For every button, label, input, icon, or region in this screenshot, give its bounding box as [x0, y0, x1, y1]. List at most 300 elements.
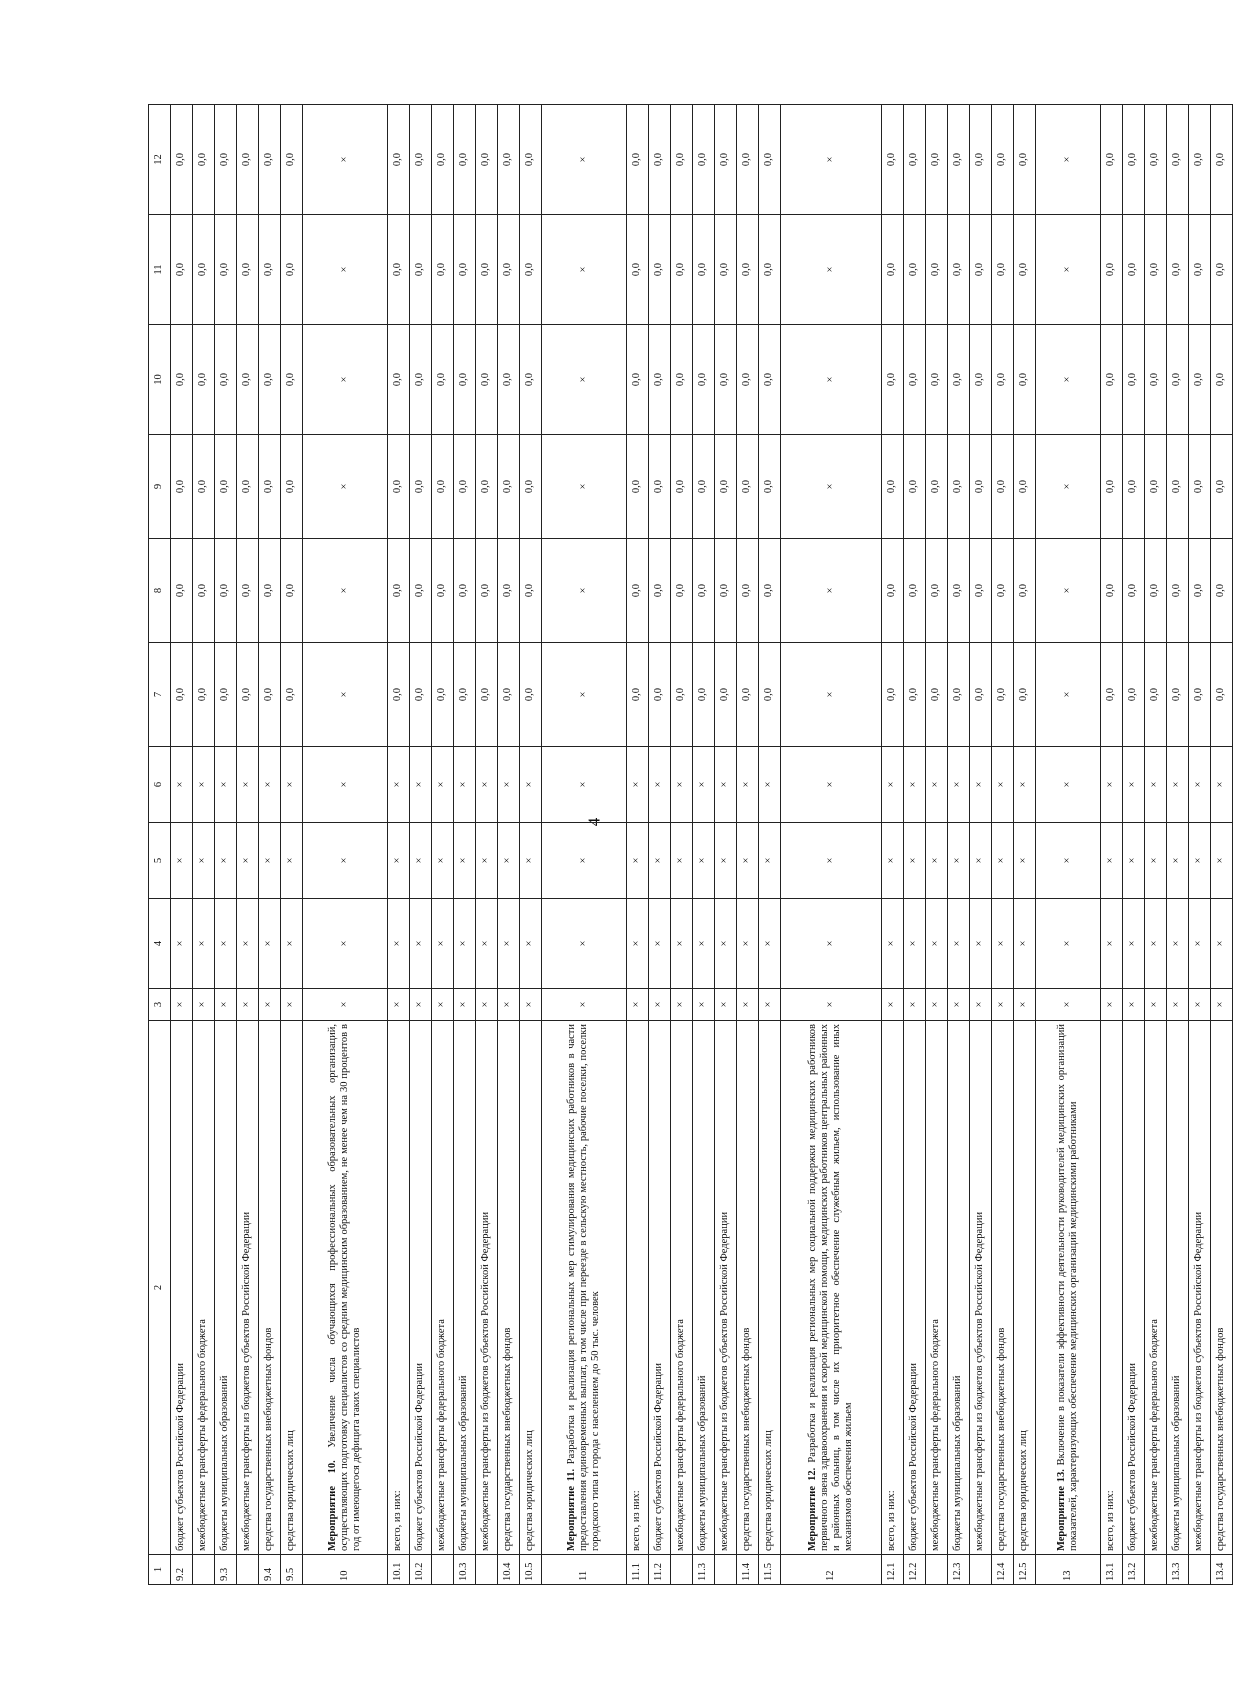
- cross-mark: ×: [693, 823, 715, 899]
- cross-mark: ×: [237, 989, 259, 1021]
- cross-mark: ×: [715, 899, 737, 989]
- cross-mark: ×: [781, 539, 882, 643]
- value-cell: 0,0: [693, 539, 715, 643]
- table-row: [926, 105, 948, 1585]
- value-cell: 0,0: [926, 643, 948, 747]
- cross-mark: ×: [171, 823, 193, 899]
- value-cell: 0,0: [498, 215, 520, 325]
- row-label: межбюджетные трансферты федерального бюджета: [926, 1021, 948, 1555]
- cross-mark: ×: [193, 823, 215, 899]
- value-cell: 0,0: [693, 105, 715, 215]
- value-cell: 0,0: [970, 643, 992, 747]
- table-row: [215, 105, 237, 1585]
- value-cell: 0,0: [498, 643, 520, 747]
- value-cell: 0,0: [193, 325, 215, 435]
- table-row: [1036, 105, 1101, 1585]
- event-title: Мероприятие 12.: [806, 1467, 818, 1551]
- value-cell: 0,0: [926, 435, 948, 539]
- table-row: [454, 105, 476, 1585]
- row-label: межбюджетные трансферты федерального бюджета: [671, 1021, 693, 1555]
- row-number: [476, 1555, 498, 1585]
- value-cell: 0,0: [454, 539, 476, 643]
- cross-mark: ×: [281, 823, 303, 899]
- value-cell: 0,0: [1145, 105, 1167, 215]
- cross-mark: ×: [781, 747, 882, 823]
- value-cell: 0,0: [926, 105, 948, 215]
- cross-mark: ×: [781, 899, 882, 989]
- value-cell: 0,0: [281, 215, 303, 325]
- row-number: 11.5: [759, 1555, 781, 1585]
- value-cell: 0,0: [737, 215, 759, 325]
- value-cell: 0,0: [904, 105, 926, 215]
- value-cell: 0,0: [1167, 435, 1189, 539]
- cross-mark: ×: [237, 899, 259, 989]
- cross-mark: ×: [520, 823, 542, 899]
- value-cell: 0,0: [520, 215, 542, 325]
- cross-mark: ×: [1167, 823, 1189, 899]
- event-description: Разработка и реализация региональных мер стимулирования медицинских работников в части предоставления единовременных выплат, в том числе при переезде в сельскую местность, рабочие поселки, поселки городского типа и города с населением до 50 тыс. человек: [565, 1023, 602, 1551]
- table-row: [948, 105, 970, 1585]
- value-cell: 0,0: [693, 643, 715, 747]
- row-number: 10.2: [410, 1555, 432, 1585]
- value-cell: 0,0: [410, 435, 432, 539]
- value-cell: 0,0: [1014, 539, 1036, 643]
- value-cell: 0,0: [1189, 435, 1211, 539]
- cross-mark: ×: [1014, 823, 1036, 899]
- value-cell: 0,0: [281, 539, 303, 643]
- value-cell: 0,0: [1101, 643, 1123, 747]
- row-number: 13.4: [1211, 1555, 1233, 1585]
- row-label: всего, из них:: [882, 1021, 904, 1555]
- value-cell: 0,0: [498, 435, 520, 539]
- cross-mark: ×: [171, 747, 193, 823]
- value-cell: 0,0: [715, 325, 737, 435]
- cross-mark: ×: [542, 215, 627, 325]
- cross-mark: ×: [1036, 539, 1101, 643]
- row-label: средства юридических лиц: [1014, 1021, 1036, 1555]
- cross-mark: ×: [498, 899, 520, 989]
- cross-mark: ×: [1101, 747, 1123, 823]
- row-label: средства государственных внебюджетных фондов: [992, 1021, 1014, 1555]
- value-cell: 0,0: [715, 643, 737, 747]
- value-cell: 0,0: [649, 539, 671, 643]
- row-label: бюджет субъектов Российской Федерации: [171, 1021, 193, 1555]
- table-row: [498, 105, 520, 1585]
- value-cell: 0,0: [1014, 435, 1036, 539]
- value-cell: 0,0: [882, 215, 904, 325]
- row-label: межбюджетные трансферты федерального бюджета: [1145, 1021, 1167, 1555]
- row-label: бюджеты муниципальных образований: [215, 1021, 237, 1555]
- row-number: [1189, 1555, 1211, 1585]
- value-cell: 0,0: [759, 105, 781, 215]
- cross-mark: ×: [1211, 989, 1233, 1021]
- table-row: [303, 105, 388, 1585]
- column-header: 8: [149, 539, 171, 643]
- row-number: 10.3: [454, 1555, 476, 1585]
- row-number: [715, 1555, 737, 1585]
- row-number: 13.1: [1101, 1555, 1123, 1585]
- value-cell: 0,0: [948, 435, 970, 539]
- row-label: [303, 1021, 388, 1555]
- cross-mark: ×: [454, 899, 476, 989]
- page-number: 4: [584, 817, 604, 827]
- cross-mark: ×: [303, 989, 388, 1021]
- value-cell: 0,0: [992, 325, 1014, 435]
- table-row: [715, 105, 737, 1585]
- cross-mark: ×: [948, 899, 970, 989]
- value-cell: 0,0: [904, 643, 926, 747]
- value-cell: 0,0: [992, 215, 1014, 325]
- row-label: межбюджетные трансферты из бюджетов субъектов Российской Федерации: [715, 1021, 737, 1555]
- cross-mark: ×: [1123, 747, 1145, 823]
- cross-mark: ×: [432, 747, 454, 823]
- cross-mark: ×: [1145, 899, 1167, 989]
- value-cell: 0,0: [193, 539, 215, 643]
- row-number: 12: [781, 1555, 882, 1585]
- table-body: [149, 105, 1233, 1585]
- cross-mark: ×: [542, 435, 627, 539]
- row-label: средства юридических лиц: [759, 1021, 781, 1555]
- cross-mark: ×: [671, 823, 693, 899]
- value-cell: 0,0: [649, 215, 671, 325]
- cross-mark: ×: [542, 823, 627, 899]
- cross-mark: ×: [627, 899, 649, 989]
- cross-mark: ×: [1167, 747, 1189, 823]
- cross-mark: ×: [737, 747, 759, 823]
- cross-mark: ×: [781, 823, 882, 899]
- column-header: 2: [149, 1021, 171, 1555]
- row-label: межбюджетные трансферты из бюджетов субъектов Российской Федерации: [1189, 1021, 1211, 1555]
- value-cell: 0,0: [476, 105, 498, 215]
- value-cell: 0,0: [948, 215, 970, 325]
- value-cell: 0,0: [1145, 643, 1167, 747]
- value-cell: 0,0: [904, 325, 926, 435]
- value-cell: 0,0: [926, 215, 948, 325]
- cross-mark: ×: [781, 989, 882, 1021]
- value-cell: 0,0: [627, 539, 649, 643]
- cross-mark: ×: [542, 899, 627, 989]
- value-cell: 0,0: [970, 325, 992, 435]
- value-cell: 0,0: [215, 325, 237, 435]
- value-cell: 0,0: [904, 539, 926, 643]
- value-cell: 0,0: [1014, 325, 1036, 435]
- value-cell: 0,0: [281, 105, 303, 215]
- cross-mark: ×: [948, 823, 970, 899]
- cross-mark: ×: [303, 747, 388, 823]
- cross-mark: ×: [904, 989, 926, 1021]
- row-number: 9.2: [171, 1555, 193, 1585]
- cross-mark: ×: [781, 435, 882, 539]
- value-cell: 0,0: [1123, 325, 1145, 435]
- row-number: 11.1: [627, 1555, 649, 1585]
- value-cell: 0,0: [948, 105, 970, 215]
- cross-mark: ×: [926, 899, 948, 989]
- table-row: [1123, 105, 1145, 1585]
- value-cell: 0,0: [649, 105, 671, 215]
- table-row: [1145, 105, 1167, 1585]
- column-header: 12: [149, 105, 171, 215]
- table-row: [649, 105, 671, 1585]
- value-cell: 0,0: [498, 105, 520, 215]
- financing-table: [148, 104, 1233, 1585]
- table-row: [882, 105, 904, 1585]
- value-cell: 0,0: [627, 643, 649, 747]
- row-label: всего, из них:: [1101, 1021, 1123, 1555]
- value-cell: 0,0: [193, 105, 215, 215]
- cross-mark: ×: [649, 899, 671, 989]
- value-cell: 0,0: [1101, 105, 1123, 215]
- cross-mark: ×: [882, 899, 904, 989]
- cross-mark: ×: [1101, 899, 1123, 989]
- cross-mark: ×: [627, 989, 649, 1021]
- value-cell: 0,0: [948, 539, 970, 643]
- cross-mark: ×: [671, 899, 693, 989]
- row-number: 12.3: [948, 1555, 970, 1585]
- value-cell: 0,0: [1101, 435, 1123, 539]
- table-row: [904, 105, 926, 1585]
- value-cell: 0,0: [1014, 643, 1036, 747]
- cross-mark: ×: [303, 105, 388, 215]
- value-cell: 0,0: [627, 325, 649, 435]
- row-label: всего, из них:: [627, 1021, 649, 1555]
- value-cell: 0,0: [1101, 215, 1123, 325]
- value-cell: 0,0: [1167, 539, 1189, 643]
- cross-mark: ×: [1036, 105, 1101, 215]
- cross-mark: ×: [970, 823, 992, 899]
- value-cell: 0,0: [454, 435, 476, 539]
- cross-mark: ×: [1167, 899, 1189, 989]
- row-number: 12.5: [1014, 1555, 1036, 1585]
- value-cell: 0,0: [759, 643, 781, 747]
- row-number: 9.3: [215, 1555, 237, 1585]
- table-row: [432, 105, 454, 1585]
- cross-mark: ×: [1014, 747, 1036, 823]
- cross-mark: ×: [410, 823, 432, 899]
- cross-mark: ×: [1036, 435, 1101, 539]
- value-cell: 0,0: [432, 643, 454, 747]
- row-label: всего, из них:: [388, 1021, 410, 1555]
- cross-mark: ×: [1036, 989, 1101, 1021]
- cross-mark: ×: [1014, 989, 1036, 1021]
- value-cell: 0,0: [476, 325, 498, 435]
- value-cell: 0,0: [171, 325, 193, 435]
- cross-mark: ×: [388, 747, 410, 823]
- value-cell: 0,0: [715, 215, 737, 325]
- row-label: бюджет субъектов Российской Федерации: [1123, 1021, 1145, 1555]
- value-cell: 0,0: [215, 215, 237, 325]
- cross-mark: ×: [303, 823, 388, 899]
- row-label: бюджеты муниципальных образований: [1167, 1021, 1189, 1555]
- value-cell: 0,0: [237, 539, 259, 643]
- value-cell: 0,0: [1101, 539, 1123, 643]
- value-cell: 0,0: [237, 215, 259, 325]
- value-cell: 0,0: [432, 105, 454, 215]
- value-cell: 0,0: [281, 325, 303, 435]
- row-number: [926, 1555, 948, 1585]
- value-cell: 0,0: [259, 215, 281, 325]
- value-cell: 0,0: [1167, 325, 1189, 435]
- cross-mark: ×: [237, 823, 259, 899]
- cross-mark: ×: [693, 989, 715, 1021]
- value-cell: 0,0: [627, 105, 649, 215]
- row-label: межбюджетные трансферты федерального бюджета: [193, 1021, 215, 1555]
- row-label: межбюджетные трансферты из бюджетов субъектов Российской Федерации: [970, 1021, 992, 1555]
- value-cell: 0,0: [759, 539, 781, 643]
- value-cell: 0,0: [970, 215, 992, 325]
- table-row: [237, 105, 259, 1585]
- cross-mark: ×: [781, 105, 882, 215]
- cross-mark: ×: [1036, 215, 1101, 325]
- cross-mark: ×: [1211, 747, 1233, 823]
- cross-mark: ×: [193, 989, 215, 1021]
- value-cell: 0,0: [171, 215, 193, 325]
- cross-mark: ×: [882, 747, 904, 823]
- row-label: средства юридических лиц: [520, 1021, 542, 1555]
- table-row: [627, 105, 649, 1585]
- cross-mark: ×: [1189, 899, 1211, 989]
- cross-mark: ×: [542, 989, 627, 1021]
- value-cell: 0,0: [1189, 539, 1211, 643]
- cross-mark: ×: [759, 989, 781, 1021]
- value-cell: 0,0: [1189, 643, 1211, 747]
- cross-mark: ×: [215, 823, 237, 899]
- table-row: [992, 105, 1014, 1585]
- row-number: 13.2: [1123, 1555, 1145, 1585]
- cross-mark: ×: [759, 823, 781, 899]
- cross-mark: ×: [1145, 747, 1167, 823]
- row-label: бюджет субъектов Российской Федерации: [410, 1021, 432, 1555]
- value-cell: 0,0: [388, 325, 410, 435]
- cross-mark: ×: [520, 899, 542, 989]
- table-row: [781, 105, 882, 1585]
- row-number: 13.3: [1167, 1555, 1189, 1585]
- value-cell: 0,0: [215, 105, 237, 215]
- cross-mark: ×: [904, 899, 926, 989]
- cross-mark: ×: [1189, 747, 1211, 823]
- column-header: 7: [149, 643, 171, 747]
- cross-mark: ×: [498, 989, 520, 1021]
- row-label: средства государственных внебюджетных фондов: [259, 1021, 281, 1555]
- value-cell: 0,0: [737, 539, 759, 643]
- value-cell: 0,0: [1123, 105, 1145, 215]
- row-number: 12.4: [992, 1555, 1014, 1585]
- value-cell: 0,0: [215, 539, 237, 643]
- row-number: 10.1: [388, 1555, 410, 1585]
- value-cell: 0,0: [715, 435, 737, 539]
- value-cell: 0,0: [882, 643, 904, 747]
- cross-mark: ×: [303, 899, 388, 989]
- cross-mark: ×: [1211, 823, 1233, 899]
- value-cell: 0,0: [237, 325, 259, 435]
- value-cell: 0,0: [237, 435, 259, 539]
- cross-mark: ×: [281, 989, 303, 1021]
- row-label: бюджеты муниципальных образований: [454, 1021, 476, 1555]
- value-cell: 0,0: [498, 325, 520, 435]
- value-cell: 0,0: [259, 435, 281, 539]
- cross-mark: ×: [432, 823, 454, 899]
- value-cell: 0,0: [737, 105, 759, 215]
- cross-mark: ×: [627, 823, 649, 899]
- value-cell: 0,0: [193, 215, 215, 325]
- cross-mark: ×: [1036, 643, 1101, 747]
- row-number: [432, 1555, 454, 1585]
- cross-mark: ×: [649, 747, 671, 823]
- cross-mark: ×: [215, 899, 237, 989]
- cross-mark: ×: [904, 823, 926, 899]
- row-label: [1036, 1021, 1101, 1555]
- value-cell: 0,0: [671, 215, 693, 325]
- cross-mark: ×: [948, 989, 970, 1021]
- column-header: 4: [149, 899, 171, 989]
- cross-mark: ×: [715, 989, 737, 1021]
- row-label: [542, 1021, 627, 1555]
- value-cell: 0,0: [693, 435, 715, 539]
- value-cell: 0,0: [970, 539, 992, 643]
- value-cell: 0,0: [410, 539, 432, 643]
- value-cell: 0,0: [992, 643, 1014, 747]
- value-cell: 0,0: [388, 435, 410, 539]
- cross-mark: ×: [476, 989, 498, 1021]
- cross-mark: ×: [649, 989, 671, 1021]
- cross-mark: ×: [388, 899, 410, 989]
- value-cell: 0,0: [259, 325, 281, 435]
- value-cell: 0,0: [432, 539, 454, 643]
- value-cell: 0,0: [520, 105, 542, 215]
- value-cell: 0,0: [520, 435, 542, 539]
- cross-mark: ×: [303, 539, 388, 643]
- cross-mark: ×: [992, 823, 1014, 899]
- cross-mark: ×: [1145, 823, 1167, 899]
- row-number: [237, 1555, 259, 1585]
- table-row: [1101, 105, 1123, 1585]
- value-cell: 0,0: [693, 215, 715, 325]
- cross-mark: ×: [693, 899, 715, 989]
- row-label: средства государственных внебюджетных фондов: [737, 1021, 759, 1555]
- table-row: [1014, 105, 1036, 1585]
- row-number: 12.2: [904, 1555, 926, 1585]
- value-cell: 0,0: [1211, 105, 1233, 215]
- cross-mark: ×: [1123, 899, 1145, 989]
- value-cell: 0,0: [627, 435, 649, 539]
- cross-mark: ×: [1036, 823, 1101, 899]
- value-cell: 0,0: [520, 539, 542, 643]
- value-cell: 0,0: [1014, 105, 1036, 215]
- table-row: [388, 105, 410, 1585]
- cross-mark: ×: [781, 643, 882, 747]
- value-cell: 0,0: [171, 539, 193, 643]
- value-cell: 0,0: [237, 105, 259, 215]
- table-row: [1189, 105, 1211, 1585]
- value-cell: 0,0: [1167, 643, 1189, 747]
- cross-mark: ×: [259, 823, 281, 899]
- row-number: [671, 1555, 693, 1585]
- cross-mark: ×: [627, 747, 649, 823]
- cross-mark: ×: [970, 747, 992, 823]
- table-row: [542, 105, 627, 1585]
- cross-mark: ×: [737, 823, 759, 899]
- cross-mark: ×: [992, 899, 1014, 989]
- value-cell: 0,0: [215, 643, 237, 747]
- rotated-table-wrapper: [148, 105, 1228, 1585]
- cross-mark: ×: [1145, 989, 1167, 1021]
- cross-mark: ×: [281, 747, 303, 823]
- cross-mark: ×: [759, 747, 781, 823]
- value-cell: 0,0: [1211, 325, 1233, 435]
- cross-mark: ×: [542, 325, 627, 435]
- cross-mark: ×: [649, 823, 671, 899]
- cross-mark: ×: [926, 747, 948, 823]
- value-cell: 0,0: [171, 435, 193, 539]
